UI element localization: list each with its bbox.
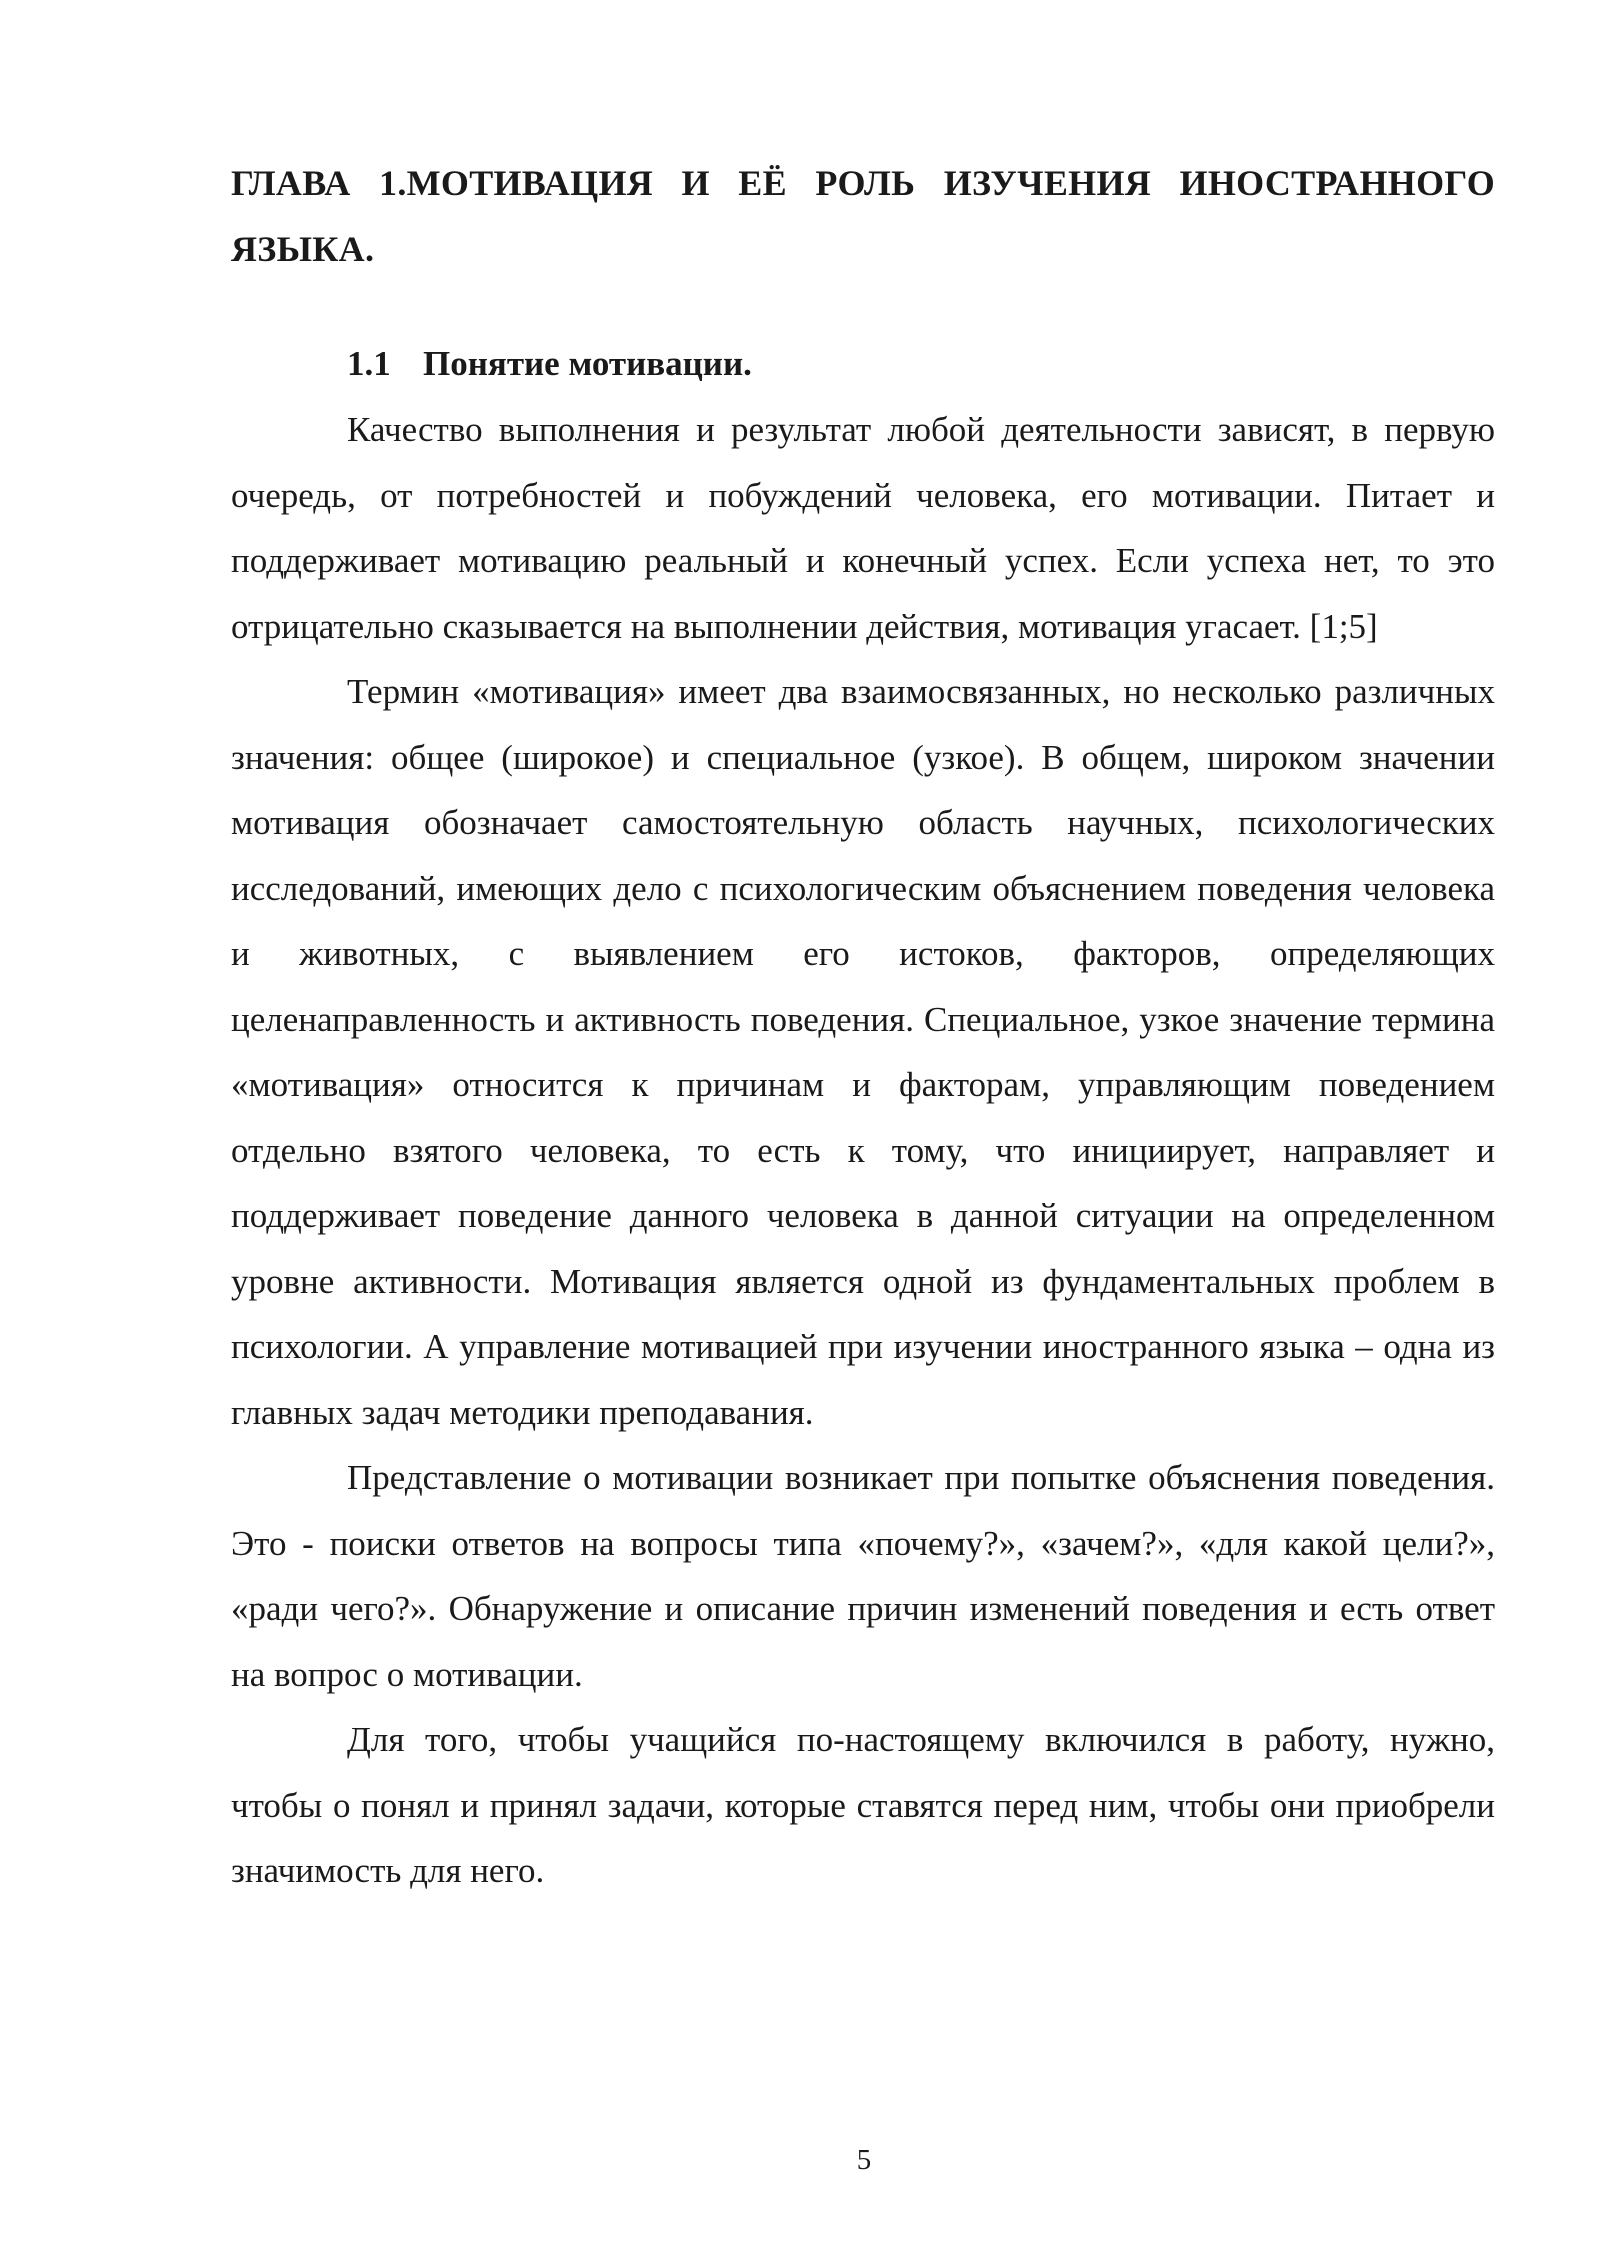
section-heading: [231, 331, 1495, 397]
chapter-title: ГЛАВА 1.МОТИВАЦИЯ И ЕЁ РОЛЬ ИЗУЧЕНИЯ ИНОСТРАННОГО ЯЗЫКА.: [231, 163, 1495, 269]
paragraph-2: Термин «мотивация» имеет два взаимосвязанных, но несколько различных значения: общее (широкое) и специальное (узкое). В общем, широком значении мотивация обозначает самостоятельную область научных, психологических исследований, имеющих дело с психологическим объяснением поведения человека и животных, с выявлением его истоков, факторов, определяющих целенаправленность и активность поведения. Специальное, узкое значение термина «мотивация» относится к причинам и факторам, управляющим поведением отдельно взятого человека, то есть к тому, что инициирует, направляет и поддерживает поведение данного человека в данной ситуации на определенном уровне активности. Мотивация является одной из фундаментальных проблем в психологии. А управление мотивацией при изучении иностранного языка – одна из главных задач методики преподавания.: [231, 672, 1495, 1432]
paragraph-1: Качество выполнения и результат любой деятельности зависят, в первую очередь, от потребностей и побуждений человека, его мотивации. Питает и поддерживает мотивацию реальный и конечный успех. Если успеха нет, то это отрицательно сказывается на выполнении действия, мотивация угасает. [1;5]: [231, 410, 1495, 646]
page-number: 5: [856, 2144, 872, 2176]
document-page: [231, 150, 1495, 1904]
paragraph-3: Представление о мотивации возникает при попытке объяснения поведения. Это - поиски ответов на вопросы типа «почему?», «зачем?», «для какой цели?», «ради чего?». Обнаружение и описание причин изменений поведения и есть ответ на вопрос о мотивации.: [231, 1458, 1495, 1694]
paragraph-4: Для того, чтобы учащийся по-настоящему включился в работу, нужно, чтобы о понял и принял задачи, которые ставятся перед ним, чтобы они приобрели значимость для него.: [231, 1720, 1495, 1890]
section-title: Понятие мотивации.: [423, 344, 752, 383]
section-number: 1.1: [347, 344, 391, 383]
